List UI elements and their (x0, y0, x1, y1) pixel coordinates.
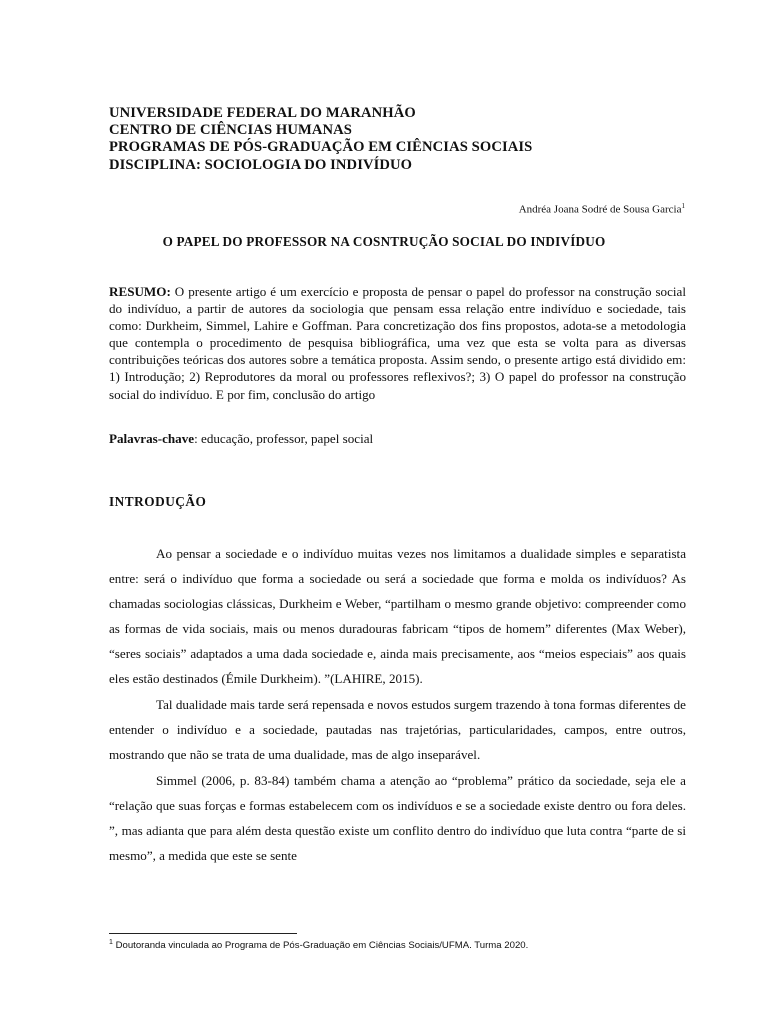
header-center: CENTRO DE CIÊNCIAS HUMANAS (109, 122, 353, 138)
header-program: PROGRAMAS DE PÓS-GRADUAÇÃO EM CIÊNCIAS SOCIAIS (109, 139, 533, 155)
paragraph: Tal dualidade mais tarde será repensada e novos estudos surgem trazendo à tona formas diferentes de entender o indivíduo e a sociedade, pautadas nas trajetórias, particularidades, campos, entre outros, mostrando que não se trata de uma dualidade, mas de algo inseparável. (109, 697, 686, 762)
institution-header (109, 104, 532, 174)
author-line (519, 202, 685, 216)
keywords-text: : educação, professor, papel social (194, 431, 374, 446)
abstract-label: RESUMO: (109, 284, 171, 299)
author-footnote-mark: 1 (681, 202, 685, 210)
body-text (109, 541, 686, 868)
footnote-mark: 1 (109, 939, 113, 946)
header-university: UNIVERSIDADE FEDERAL DO MARANHÃO (109, 105, 416, 121)
paragraph: Simmel (2006, p. 83-84) também chama a atenção ao “problema” prático da sociedade, seja ele a “relação que suas forças e formas estabelecem com os indivíduos e se a sociedade existe dentro ou fora deles. ”, mas adianta que para além desta questão existe um conflito dentro do indivíduo que luta contra “parte de si mesmo”, a medida que este se sente (109, 773, 686, 863)
abstract-text: O presente artigo é um exercício e proposta de pensar o papel do professor na construção social do indivíduo, a partir de autores da sociologia que pensam essa relação entre indivíduo e sociedade, tais como: Durkheim, Simmel, Lahire e Goffman. Para concretização dos fins propostos, adota-se a metodologia que contempla o procedimento de pesquisa bibliográfica, uma vez que esta se volta para as diversas contribuições teóricas dos autores sobre a temática proposta. Assim sendo, o presente artigo está dividido em: 1) Introdução; 2) Reprodutores da moral ou professores reflexivos?; 3) O papel do professor na construção social do indivíduo. E por fim, conclusão do artigo (109, 284, 686, 402)
section-heading: INTRODUÇÃO (109, 494, 207, 509)
article-title: O PAPEL DO PROFESSOR NA COSNTRUÇÃO SOCIAL DO INDIVÍDUO (162, 234, 606, 249)
author-name: Andréa Joana Sodré de Sousa Garcia (518, 203, 682, 216)
paragraph: Ao pensar a sociedade e o indivíduo muitas vezes nos limitamos a dualidade simples e separatista entre: será o indivíduo que forma a sociedade ou será a sociedade que forma e molda os indivíduos? As chamadas sociologias clássicas, Durkheim e Weber, “partilham o mesmo grande objetivo: compreender como as formas de vida sociais, mais ou menos duradouras fabricam “tipos de homem” diferentes (Max Weber), “seres sociais” adaptados a uma dada sociedade e, ainda mais precisamente, aos “meios especiais” aos quais eles estão destinados (Émile Durkheim). ”(LAHIRE, 2015). (109, 546, 686, 686)
keywords-label: Palavras-chave (109, 431, 195, 446)
header-discipline: DISCIPLINA: SOCIOLOGIA DO INDIVÍDUO (109, 157, 413, 173)
footnote-text: Doutoranda vinculada ao Programa de Pós-Graduação em Ciências Sociais/UFMA. Turma 2020. (112, 940, 529, 952)
footnote (109, 939, 528, 951)
abstract (109, 283, 686, 403)
keywords (109, 431, 373, 447)
footnote-divider (109, 933, 297, 934)
